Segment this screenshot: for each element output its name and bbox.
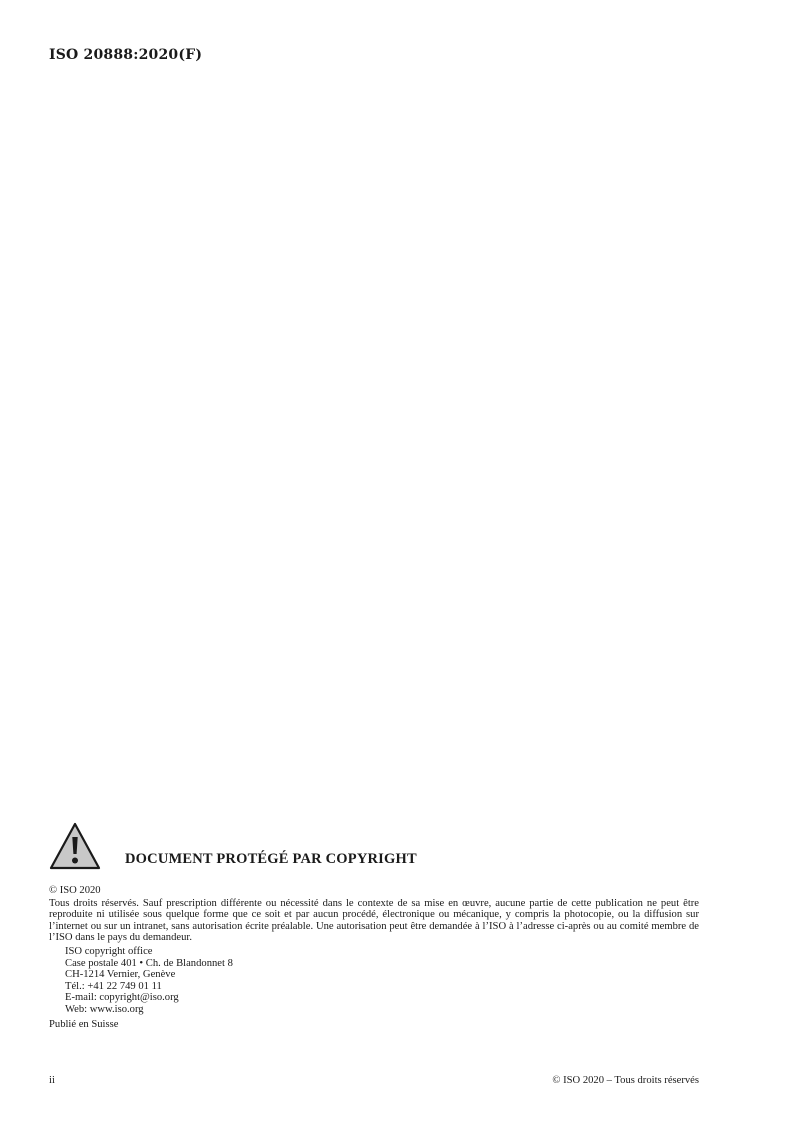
address-city: CH-1214 Vernier, Genève <box>65 969 176 981</box>
address-office: ISO copyright office <box>65 945 153 957</box>
address-block <box>49 946 699 1016</box>
legal-text: Tous droits réservés. Sauf prescription différente ou nécessité dans le contexte de sa mise en œuvre, aucune partie de cette publication ne peut être reproduite ni utilisée sous quelque forme que ce soit et par aucun procédé, électronique ou mécanique, y compris la photocopie, ou la diffusion sur l’internet ou sur un intranet, sans autorisation écrite préalable. Une autorisation peut être demandée à l’ISO à l’adresse ci-après ou au comité membre de l’ISO dans le pays du demandeur. <box>49 897 699 944</box>
warning-triangle-icon <box>49 822 101 870</box>
copyright-title: DOCUMENT PROTÉGÉ PAR COPYRIGHT <box>125 851 417 867</box>
address-postal: Case postale 401 • Ch. de Blandonnet 8 <box>65 957 233 969</box>
address-phone: Tél.: +41 22 749 01 11 <box>65 980 162 992</box>
footer-rights: © ISO 2020 – Tous droits réservés <box>552 1075 699 1086</box>
warning-row <box>49 820 699 870</box>
document-id: ISO 20888:2020(F) <box>49 47 203 63</box>
address-web: Web: www.iso.org <box>65 1003 144 1015</box>
address-email: E-mail: copyright@iso.org <box>65 992 179 1004</box>
published-in: Publié en Suisse <box>49 1018 119 1030</box>
copyright-year: © ISO 2020 <box>49 885 101 896</box>
copyright-block <box>49 820 699 1030</box>
page-number: ii <box>49 1075 55 1086</box>
